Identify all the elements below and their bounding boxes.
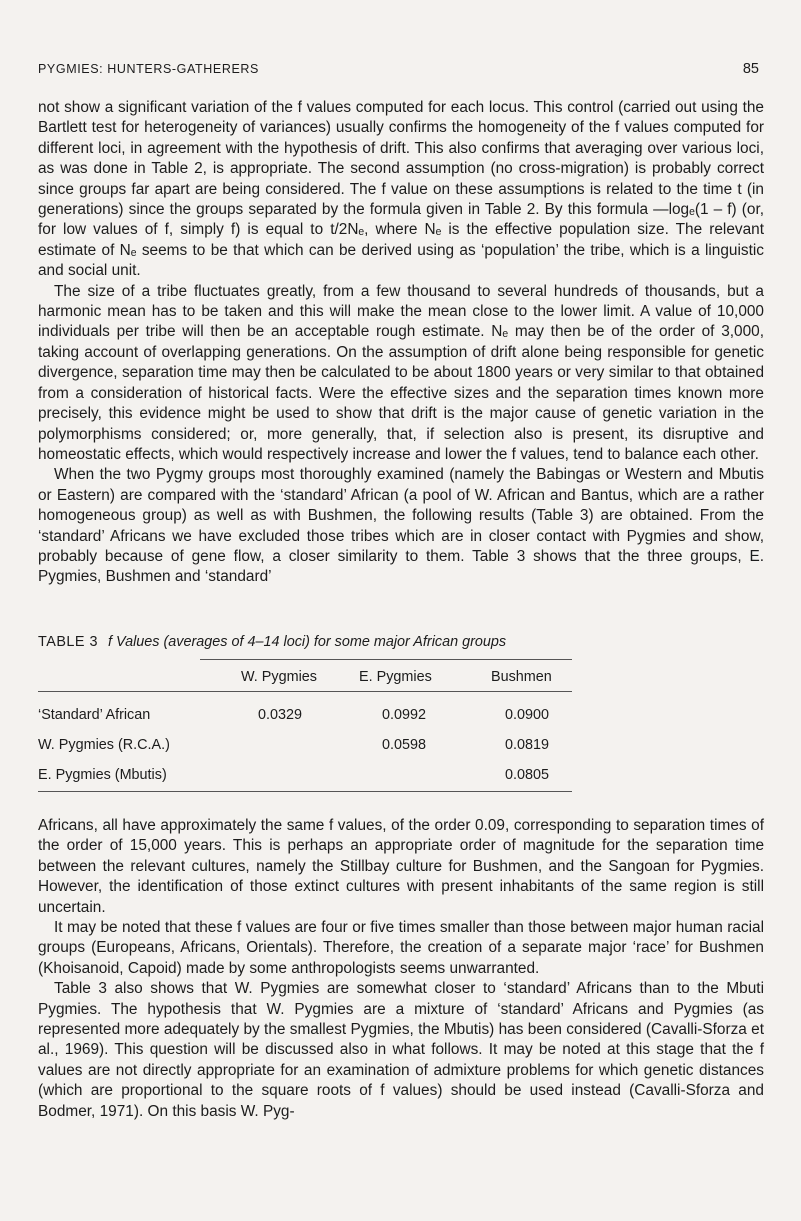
table-title: f Values (averages of 4–14 loci) for some major African groups [108, 634, 507, 650]
table-cell: 0.0598 [381, 737, 426, 753]
body-text-bottom [38, 816, 764, 1122]
header-rule [38, 691, 572, 692]
paragraph: It may be noted that these f values are four or five times smaller than those between major human racial groups (Europeans, Africans, Orientals). Therefore, the creation of a separate major ‘race’ for Bushmen (Khoisanoid, Capoid) made by some anthropologists seems unwarranted. [38, 919, 764, 977]
column-header: Bushmen [491, 669, 552, 685]
table-caption [38, 634, 764, 650]
table-cell: 0.0329 [257, 707, 302, 723]
table-cell: 0.0992 [381, 707, 426, 723]
table-label: TABLE 3 [38, 634, 99, 650]
running-title: PYGMIES: HUNTERS-GATHERERS [38, 62, 259, 76]
page-number: 85 [742, 61, 759, 77]
row-label: ‘Standard’ African [38, 707, 151, 723]
table-bottom-rule [38, 791, 572, 792]
paragraph: Africans, all have approximately the same f values, of the order 0.09, corresponding to separation times of the order of 15,000 years. This is perhaps an appropriate order of magnitude for the separation time between the relevant cultures, namely the Stillbay culture for Bushmen, and the Sangoan for Pygmies. However, the identification of those extinct cultures with present inhabitants of the same region is still uncertain. [38, 817, 764, 916]
table-cell: 0.0805 [504, 767, 549, 783]
paragraph: not show a significant variation of the f values computed for each locus. This control (carried out using the Bartlett test for heterogeneity of variances) usually confirms the homogeneity of the f values computed for different loci, in agreement with the hypothesis of drift. This also confirms that averaging over various loci, as was done in Table 2, is appropriate. The second assumption (no cross-migration) is probably correct since groups far apart are being considered. The f value on these assumptions is related to the time t (in generations) since the groups separated by the formula given in Table 2. By this formula —logₑ(1 – f) (or, for low values of f, simply f) is equal to t/2Nₑ, where Nₑ is the effective population size. The relevant estimate of Nₑ seems to be that which can be derived using as ‘population’ the tribe, which is a linguistic and social unit. [38, 99, 764, 280]
body-text-top [38, 98, 764, 588]
running-header [38, 62, 763, 80]
row-label: E. Pygmies (Mbutis) [38, 767, 167, 783]
table-cell: 0.0819 [504, 737, 549, 753]
table-cell: 0.0900 [504, 707, 549, 723]
column-header: E. Pygmies [359, 669, 432, 685]
paragraph: Table 3 also shows that W. Pygmies are somewhat closer to ‘standard’ Africans than to the Mbuti Pygmies. The hypothesis that W. Pygmies are a mixture of ‘standard’ Africans and Pygmies (as represented more adequately by the smallest Pygmies, the Mbutis) has been considered (Cavalli-Sforza et al., 1969). This question will be discussed also in what follows. It may be noted at this stage that the f values are not directly appropriate for an examination of admixture problems for which genetic distances (which are proportional to the square roots of f values) should be used instead (Cavalli-Sforza and Bodmer, 1971). On this basis W. Pyg- [38, 980, 764, 1120]
column-header: W. Pygmies [241, 669, 317, 685]
row-label: W. Pygmies (R.C.A.) [38, 737, 170, 753]
paragraph: When the two Pygmy groups most thoroughly examined (namely the Babingas or Western and Mbutis or Eastern) are compared with the ‘standard’ African (a pool of W. African and Bantus, which are a rather homogeneous group) as well as with Bushmen, the following results (Table 3) are obtained. From the ‘standard’ Africans we have excluded those tribes which are in closer contact with Pygmies and show, probably because of gene flow, a closer similarity to them. Table 3 shows that the three groups, E. Pygmies, Bushmen and ‘standard’ [38, 466, 764, 586]
paragraph: The size of a tribe fluctuates greatly, from a few thousand to several hundreds of thousands, but a harmonic mean has to be taken and this will make the mean close to the lower limit. A value of 10,000 individuals per tribe will then be an acceptable rough estimate. Nₑ may then be of the order of 3,000, taking account of overlapping generations. On the assumption of drift alone being responsible for genetic divergence, separation time may then be calculated to be about 1800 years or very similar to that obtained from a consideration of historical facts. Were the effective sizes and the separation times known more precisely, this evidence might be used to show that drift is the major cause of genetic variation in the polymorphisms considered; or, more generally, that, if selection also is present, its disruptive and homeostatic effects, which would respectively increase and lower the f values, tend to balance each other. [38, 282, 764, 463]
table-top-rule [200, 659, 572, 660]
